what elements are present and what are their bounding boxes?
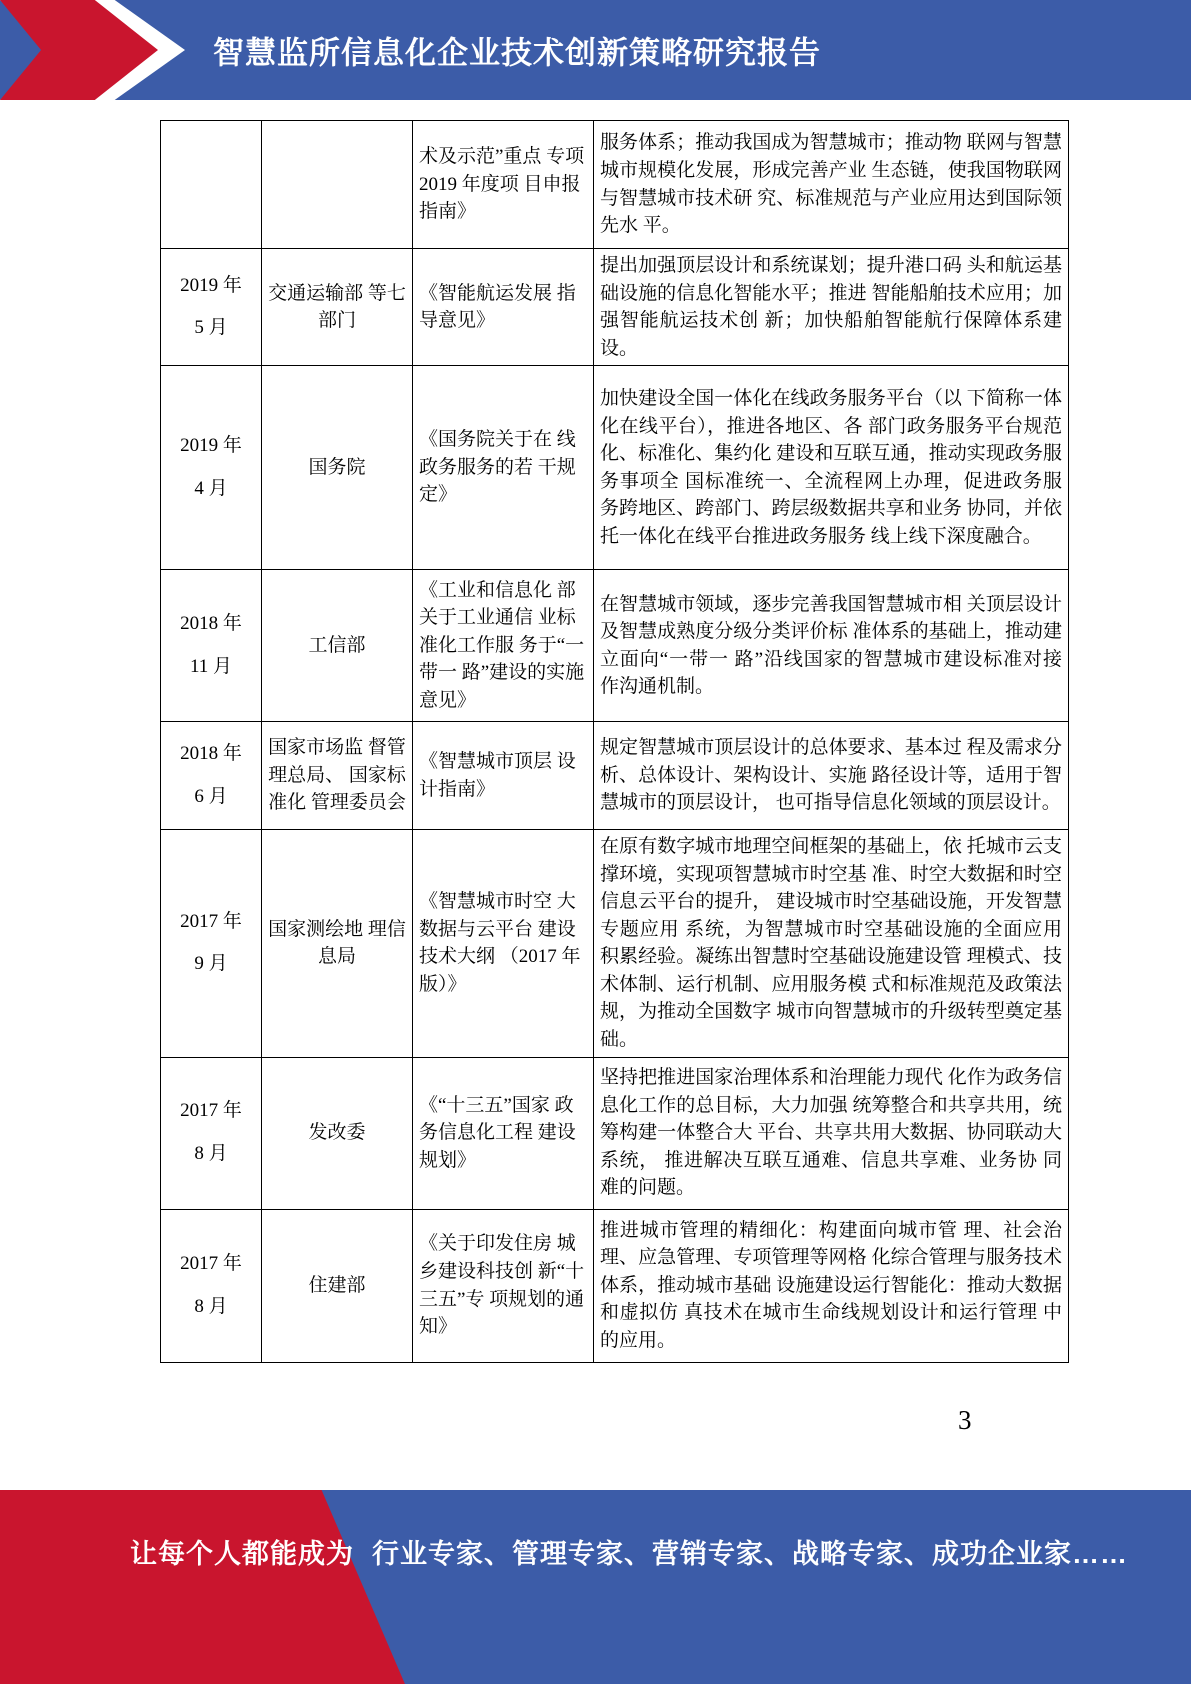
policy-agency-cell: 国家市场监 督管理总局、 国家标准化 管理委员会 [262, 722, 413, 830]
policy-year: 2017 年 [180, 1100, 242, 1122]
policy-date-cell [161, 121, 262, 249]
policy-desc-cell: 加快建设全国一体化在线政务服务平台（以 下简称一体化在线平台），推进各地区、各 部门政务服务平台规范化、标准化、集约化 建设和互联互通，推动实现政务服务事项全 国标准统一、全流程网上办理，促进政务服 务跨地区、跨部门、跨层级数据共享和业务 协同，并依托一体化在线平台推进政务服务 线上线下深度融合。 [594, 366, 1069, 570]
table-row [161, 722, 1069, 830]
policy-doc-cell: 《“十三五”国家 政务信息化工程 建设规划》 [413, 1057, 594, 1209]
policy-month: 11 月 [189, 655, 233, 677]
policy-month: 9 月 [194, 953, 228, 975]
policy-year: 2018 年 [180, 743, 242, 765]
header-banner [0, 0, 1191, 100]
policy-month: 5 月 [194, 317, 228, 339]
policy-agency-cell [262, 121, 413, 249]
policy-year: 2017 年 [180, 910, 242, 932]
policy-desc-cell: 服务体系；推动我国成为智慧城市；推动物 联网与智慧城市规模化发展，形成完善产业 生态链，使我国物联网与智慧城市技术研 究、标准规范与产业应用达到国际领先水 平。 [594, 121, 1069, 249]
policy-desc-cell: 在智慧城市领域，逐步完善我国智慧城市相 关顶层设计及智慧成熟度分级分类评价标 准体系的基础上，推动建立面向“一带一 路”沿线国家的智慧城市建设标准对接 作沟通机制。 [594, 570, 1069, 722]
policy-agency-cell: 交通运输部 等七部门 [262, 249, 413, 366]
policy-year: 2017 年 [180, 1252, 242, 1274]
policy-agency-cell: 住建部 [262, 1209, 413, 1362]
policy-agency-cell: 国务院 [262, 366, 413, 570]
policy-month: 8 月 [194, 1143, 228, 1165]
table-row [161, 121, 1069, 249]
table-row [161, 249, 1069, 366]
policy-month: 8 月 [194, 1295, 228, 1317]
policy-date-cell [161, 570, 262, 722]
policy-doc-cell: 《工业和信息化 部关于工业通信 业标准化工作服 务于“一带一 路”建设的实施 意见》 [413, 570, 594, 722]
policy-desc-cell: 提出加强顶层设计和系统谋划；提升港口码 头和航运基础设施的信息化智能水平；推进 智能船舶技术应用；加强智能航运技术创 新；加快船舶智能航行保障体系建设。 [594, 249, 1069, 366]
table-row [161, 1209, 1069, 1362]
table-row [161, 830, 1069, 1057]
policy-year: 2019 年 [180, 435, 242, 457]
policy-doc-cell: 《关于印发住房 城乡建设科技创 新“十三五”专 项规划的通知》 [413, 1209, 594, 1362]
table-row [161, 570, 1069, 722]
footer-slogan: 让每个人都能成为 [130, 1539, 354, 1569]
policy-doc-cell: 《智能航运发展 指导意见》 [413, 249, 594, 366]
policy-doc-cell: 《国务院关于在 线政务服务的若 干规定》 [413, 366, 594, 570]
policy-desc-cell: 在原有数字城市地理空间框架的基础上，依 托城市云支撑环境，实现项智慧城市时空基 准、时空大数据和时空信息云平台的提升， 建设城市时空基础设施，开发智慧专题应用 系统，为智慧城市时空基础设施的全面应用 积累经验。凝练出智慧时空基础设施建设管 理模式、技术体制、运行机制、应用服务模 式和标准规范及政策法规，为推动全国数字 城市向智慧城市的升级转型奠定基础。 [594, 830, 1069, 1057]
policy-date-cell [161, 249, 262, 366]
policy-doc-cell: 术及示范”重点 专项2019 年度项 目申报指南》 [413, 121, 594, 249]
policy-agency-cell: 发改委 [262, 1057, 413, 1209]
policy-table [160, 120, 1069, 1363]
policy-date-cell [161, 830, 262, 1057]
policy-date-cell [161, 366, 262, 570]
policy-month: 4 月 [194, 477, 228, 499]
policy-year: 2018 年 [180, 613, 242, 635]
table-row [161, 1057, 1069, 1209]
footer-blue-band [0, 1490, 1191, 1684]
policy-doc-cell: 《智慧城市时空 大数据与云平台 建设技术大纲 （2017 年版）》 [413, 830, 594, 1057]
page-number: 3 [958, 1405, 972, 1435]
policy-doc-cell: 《智慧城市顶层 设计指南》 [413, 722, 594, 830]
policy-desc-cell: 推进城市管理的精细化：构建面向城市管 理、社会治理、应急管理、专项管理等网格 化综合管理与服务技术体系，推动城市基础 设施建设运行智能化：推动大数据和虚拟仿 真技术在城市生命线规划设计和运行管理 中的应用。 [594, 1209, 1069, 1362]
policy-date-cell [161, 1209, 262, 1362]
footer [0, 1490, 1191, 1684]
policy-agency-cell: 国家测绘地 理信息局 [262, 830, 413, 1057]
policy-agency-cell: 工信部 [262, 570, 413, 722]
policy-month: 6 月 [194, 785, 228, 807]
footer-expert-list: 行业专家、管理专家、营销专家、战略专家、成功企业家…… [372, 1539, 1128, 1569]
report-title: 智慧监所信息化企业技术创新策略研究报告 [213, 35, 821, 71]
policy-date-cell [161, 722, 262, 830]
table-row [161, 366, 1069, 570]
policy-desc-cell: 坚持把推进国家治理体系和治理能力现代 化作为政务信息化工作的总目标，大力加强 统筹整合和共享共用，统筹构建一体整合大 平台、共享共用大数据、协同联动大系统， 推进解决互联互通难、信息共享难、业务协 同难的问题。 [594, 1057, 1069, 1209]
policy-desc-cell: 规定智慧城市顶层设计的总体要求、基本过 程及需求分析、总体设计、架构设计、实施 路径设计等，适用于智慧城市的顶层设计， 也可指导信息化领域的顶层设计。 [594, 722, 1069, 830]
policy-table-wrap [160, 120, 1062, 1363]
policy-year: 2019 年 [180, 274, 242, 296]
policy-date-cell [161, 1057, 262, 1209]
